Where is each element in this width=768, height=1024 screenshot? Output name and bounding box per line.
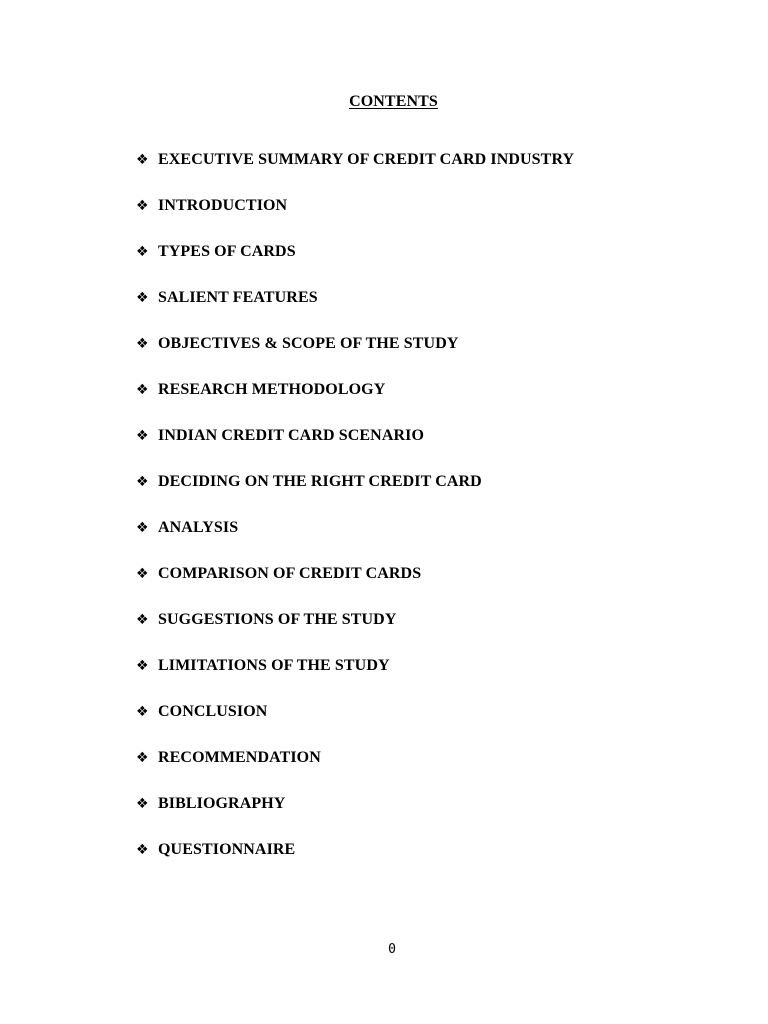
toc-item (136, 702, 574, 748)
diamond-bullet-icon: ❖ (136, 566, 149, 582)
toc-item-label: EXECUTIVE SUMMARY OF CREDIT CARD INDUSTRY (158, 151, 575, 168)
toc-item (136, 426, 574, 472)
toc-item (136, 748, 574, 794)
toc-item-label: CONCLUSION (158, 703, 268, 720)
diamond-bullet-icon: ❖ (136, 474, 149, 490)
diamond-bullet-icon: ❖ (136, 520, 149, 536)
toc-item (136, 196, 574, 242)
toc-item (136, 564, 574, 610)
toc-item-label: QUESTIONNAIRE (158, 841, 296, 858)
diamond-bullet-icon: ❖ (136, 842, 149, 858)
diamond-bullet-icon: ❖ (136, 152, 149, 168)
toc-item (136, 656, 574, 702)
diamond-bullet-icon: ❖ (136, 198, 149, 214)
toc-item-label: ANALYSIS (158, 519, 239, 536)
diamond-bullet-icon: ❖ (136, 382, 149, 398)
diamond-bullet-icon: ❖ (136, 658, 149, 674)
toc-item (136, 380, 574, 426)
toc-item (136, 518, 574, 564)
toc-item-label: LIMITATIONS OF THE STUDY (158, 657, 390, 674)
toc-item-label: SUGGESTIONS OF THE STUDY (158, 611, 397, 628)
toc-item-label: BIBLIOGRAPHY (158, 795, 286, 812)
diamond-bullet-icon: ❖ (136, 290, 149, 306)
diamond-bullet-icon: ❖ (136, 428, 149, 444)
toc-item-label: DECIDING ON THE RIGHT CREDIT CARD (158, 473, 482, 490)
toc-item-label: INTRODUCTION (158, 197, 288, 214)
toc-item (136, 610, 574, 656)
diamond-bullet-icon: ❖ (136, 796, 149, 812)
toc-item-label: SALIENT FEATURES (158, 289, 318, 306)
table-of-contents (136, 150, 574, 886)
diamond-bullet-icon: ❖ (136, 336, 149, 352)
diamond-bullet-icon: ❖ (136, 612, 149, 628)
toc-item-label: INDIAN CREDIT CARD SCENARIO (158, 427, 424, 444)
toc-item-label: OBJECTIVES & SCOPE OF THE STUDY (158, 335, 459, 352)
toc-item (136, 794, 574, 840)
toc-item (136, 288, 574, 334)
diamond-bullet-icon: ❖ (136, 704, 149, 720)
toc-item-label: TYPES OF CARDS (158, 243, 296, 260)
toc-item-label: RECOMMENDATION (158, 749, 321, 766)
diamond-bullet-icon: ❖ (136, 750, 149, 766)
page-number: 0 (388, 942, 396, 957)
toc-item-label: COMPARISON OF CREDIT CARDS (158, 565, 422, 582)
toc-item-label: RESEARCH METHODOLOGY (158, 381, 386, 398)
contents-heading: CONTENTS (349, 93, 438, 110)
toc-item (136, 150, 574, 196)
toc-item (136, 334, 574, 380)
toc-item (136, 840, 574, 886)
toc-item (136, 242, 574, 288)
toc-item (136, 472, 574, 518)
diamond-bullet-icon: ❖ (136, 244, 149, 260)
